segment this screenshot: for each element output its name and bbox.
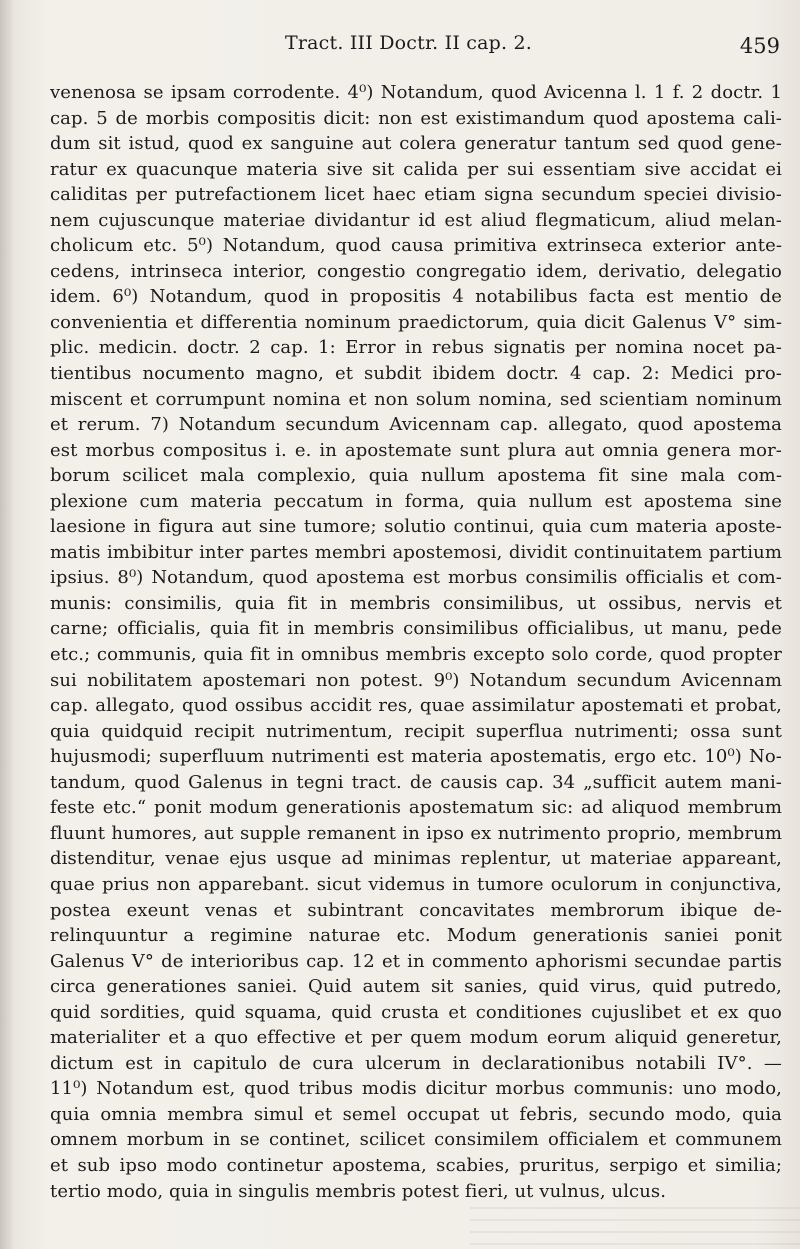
- text-line: omnem morbum in se continet, scilicet consimilem officialem et communem: [50, 1129, 782, 1151]
- text-line: dum sit istud, quod ex sanguine aut colera generatur tantum sed quod gene-: [50, 133, 782, 155]
- text-line: plic. medicin. doctr. 2 cap. 1: Error in rebus signatis per nomina nocet pa-: [50, 337, 782, 359]
- text-line: 11⁰) Notandum est, quod tribus modis dicitur morbus communis: uno modo,: [50, 1078, 782, 1100]
- text-line: cholicum etc. 5⁰) Notandum, quod causa primitiva extrinseca exterior ante-: [50, 235, 782, 257]
- text-line: distenditur, venae ejus usque ad minimas replentur, ut materiae appareant,: [50, 848, 782, 870]
- text-line: dictum est in capitulo de cura ulcerum in declarationibus notabili IV°. —: [50, 1052, 782, 1074]
- text-line: convenientia et differentia nominum praedictorum, quia dicit Galenus V° sim-: [50, 311, 782, 333]
- show-through-footnote: [470, 1205, 800, 1245]
- text-line: ratur ex quacunque materia sive sit calida per sui essentiam sive accidat ei: [50, 158, 782, 180]
- text-line: quia quidquid recipit nutrimentum, recipit superflua nutrimenti; ossa sunt: [50, 720, 782, 742]
- text-line: fluunt humores, aut supple remanent in ipso ex nutrimento proprio, membrum: [50, 822, 782, 844]
- text-line: sui nobilitatem apostemari non potest. 9⁰) Notandum secundum Avicennam: [50, 669, 782, 691]
- text-line: quia omnia membra simul et semel occupat ut febris, secundo modo, quia: [50, 1103, 782, 1125]
- text-line: hujusmodi; superfluum nutrimenti est materia apostematis, ergo etc. 10⁰) No-: [50, 746, 782, 768]
- text-line: caliditas per putrefactionem licet haec etiam signa secundum speciei divisio-: [50, 184, 782, 206]
- running-header: [50, 32, 780, 62]
- text-line: munis: consimilis, quia fit in membris consimilibus, ut ossibus, nervis et: [50, 592, 782, 614]
- text-line: ipsius. 8⁰) Notandum, quod apostema est morbus consimilis officialis et com-: [50, 567, 782, 589]
- text-line: circa generationes saniei. Quid autem sit sanies, quid virus, quid putredo,: [50, 976, 782, 998]
- text-line: quae prius non apparebant. sicut videmus in tumore oculorum in conjunctiva,: [50, 873, 782, 895]
- text-line: etc.; communis, quia fit in omnibus membris excepto solo corde, quod propter: [50, 644, 782, 666]
- running-title: Tract. III Doctr. II cap. 2.: [285, 32, 533, 54]
- text-line: est morbus compositus i. e. in apostemate sunt plura aut omnia genera mor-: [50, 439, 782, 461]
- text-line: cedens, intrinseca interior, congestio congregatio idem, derivatio, delegatio: [50, 260, 782, 282]
- text-line: borum scilicet mala complexio, quia nullum apostema fit sine mala com-: [50, 465, 782, 487]
- text-line: plexione cum materia peccatum in forma, quia nullum est apostema sine: [50, 490, 782, 512]
- text-line: laesione in figura aut sine tumore; solutio continui, quia cum materia aposte-: [50, 516, 782, 538]
- text-line: feste etc.“ ponit modum generationis apostematum sic: ad aliquod membrum: [50, 797, 782, 819]
- text-line: quid sordities, quid squama, quid crusta et conditiones cujuslibet et ex quo: [50, 1001, 782, 1023]
- text-line: postea exeunt venas et subintrant concavitates membrorum ibique de-: [50, 899, 782, 921]
- text-line-last: tertio modo, quia in singulis membris potest fieri, ut vulnus, ulcus.: [50, 1180, 667, 1202]
- text-line: et sub ipso modo continetur apostema, scabies, pruritus, serpigo et similia;: [50, 1154, 782, 1176]
- text-line: tandum, quod Galenus in tegni tract. de causis cap. 34 „sufficit autem mani-: [50, 771, 782, 793]
- text-line: carne; officialis, quia fit in membris consimilibus officialibus, ut manu, pede: [50, 618, 782, 640]
- body-text: [50, 80, 782, 1204]
- text-line: cap. 5 de morbis compositis dicit: non est existimandum quod apostema cali-: [50, 107, 782, 129]
- text-line: relinquuntur a regimine naturae etc. Modum generationis saniei ponit: [50, 925, 782, 947]
- text-line: Galenus V° de interioribus cap. 12 et in commento aphorismi secundae partis: [50, 950, 782, 972]
- text-line: idem. 6⁰) Notandum, quod in propositis 4 notabilibus facta est mentio de: [50, 286, 782, 308]
- text-line: matis imbibitur inter partes membri apostemosi, dividit continuitatem partium: [50, 541, 782, 563]
- text-line: venenosa se ipsam corrodente. 4⁰) Notandum, quod Avicenna l. 1 f. 2 doctr. 1: [50, 82, 782, 103]
- text-line: nem cujuscunque materiae dividantur id est aliud flegmaticum, aliud melan-: [50, 209, 782, 231]
- text-line: cap. allegato, quod ossibus accidit res, quae assimilatur apostemati et probat,: [50, 695, 782, 717]
- text-line: miscent et corrumpunt nomina et non solum nomina, sed scientiam nominum: [50, 388, 782, 410]
- text-line: et rerum. 7) Notandum secundum Avicennam cap. allegato, quod apostema: [50, 414, 782, 436]
- gutter-shadow: [0, 0, 14, 1249]
- page-number: 459: [739, 34, 780, 58]
- text-line: tientibus nocumento magno, et subdit ibidem doctr. 4 cap. 2: Medici pro-: [50, 363, 782, 385]
- text-line: materialiter et a quo effective et per quem modum eorum aliquid generetur,: [50, 1027, 782, 1049]
